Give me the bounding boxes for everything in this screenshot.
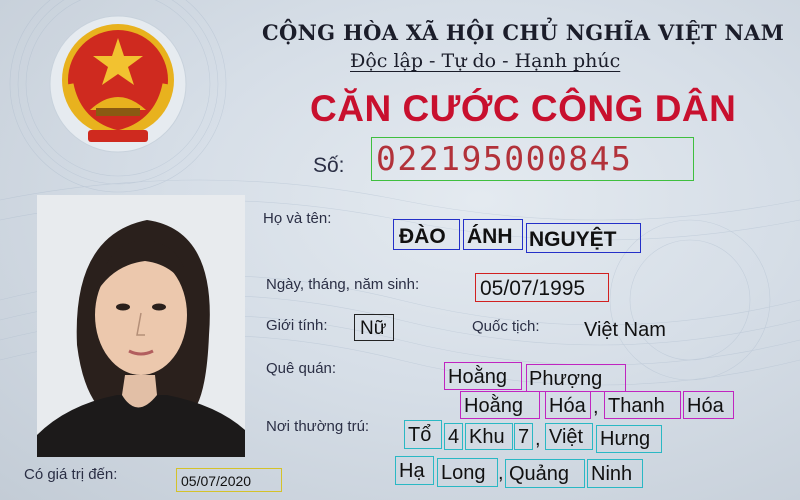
residence-word: Ninh: [587, 459, 643, 488]
residence-word: Hưng: [596, 425, 662, 453]
expiry-value: 05/07/2020: [176, 468, 282, 492]
hometown-word: Hóa: [683, 391, 734, 419]
residence-comma: ,: [498, 462, 504, 484]
hometown-word: Hóa: [545, 391, 591, 419]
national-emblem-icon: [48, 14, 188, 154]
residence-word: Quảng: [505, 459, 585, 488]
id-number: 022195000845: [371, 137, 694, 181]
card-title: CĂN CƯỚC CÔNG DÂN: [310, 88, 737, 129]
residence-word: Khu: [465, 423, 513, 450]
residence-comma: ,: [535, 428, 541, 450]
hometown-word: Hoằng: [460, 391, 540, 419]
residence-word: Tổ: [404, 420, 442, 449]
residence-word: Hạ: [395, 456, 434, 485]
dob-label: Ngày, tháng, năm sinh:: [266, 276, 420, 293]
hometown-word: Hoằng: [444, 362, 522, 390]
hometown-word: Thanh: [604, 391, 681, 419]
nationality-label: Quốc tịch:: [472, 318, 540, 335]
nationality-value: Việt Nam: [584, 319, 666, 341]
sex-label: Giới tính:: [266, 317, 328, 334]
hometown-word: Phượng: [526, 364, 626, 392]
name-word: ÁNH: [463, 219, 523, 250]
portrait-photo: [37, 195, 245, 457]
motto: Độc lập - Tự do - Hạnh phúc: [350, 50, 621, 72]
residence-word: 4: [444, 423, 463, 450]
expiry-label: Có giá trị đến:: [24, 466, 118, 483]
name-word: NGUYỆT: [526, 223, 641, 253]
hometown-label: Quê quán:: [266, 360, 337, 377]
residence-word: Long: [437, 458, 498, 487]
country-header: CỘNG HÒA XÃ HỘI CHỦ NGHĨA VIỆT NAM: [262, 20, 785, 45]
residence-label: Nơi thường trú:: [266, 418, 370, 435]
sex-value: Nữ: [354, 314, 394, 341]
number-label: Số:: [313, 154, 345, 177]
residence-word: 7: [514, 423, 533, 450]
residence-word: Việt: [545, 423, 593, 450]
name-word: ĐÀO: [393, 219, 460, 250]
name-label: Họ và tên:: [263, 210, 332, 227]
hometown-comma: ,: [593, 396, 599, 418]
dob-value: 05/07/1995: [475, 273, 609, 302]
